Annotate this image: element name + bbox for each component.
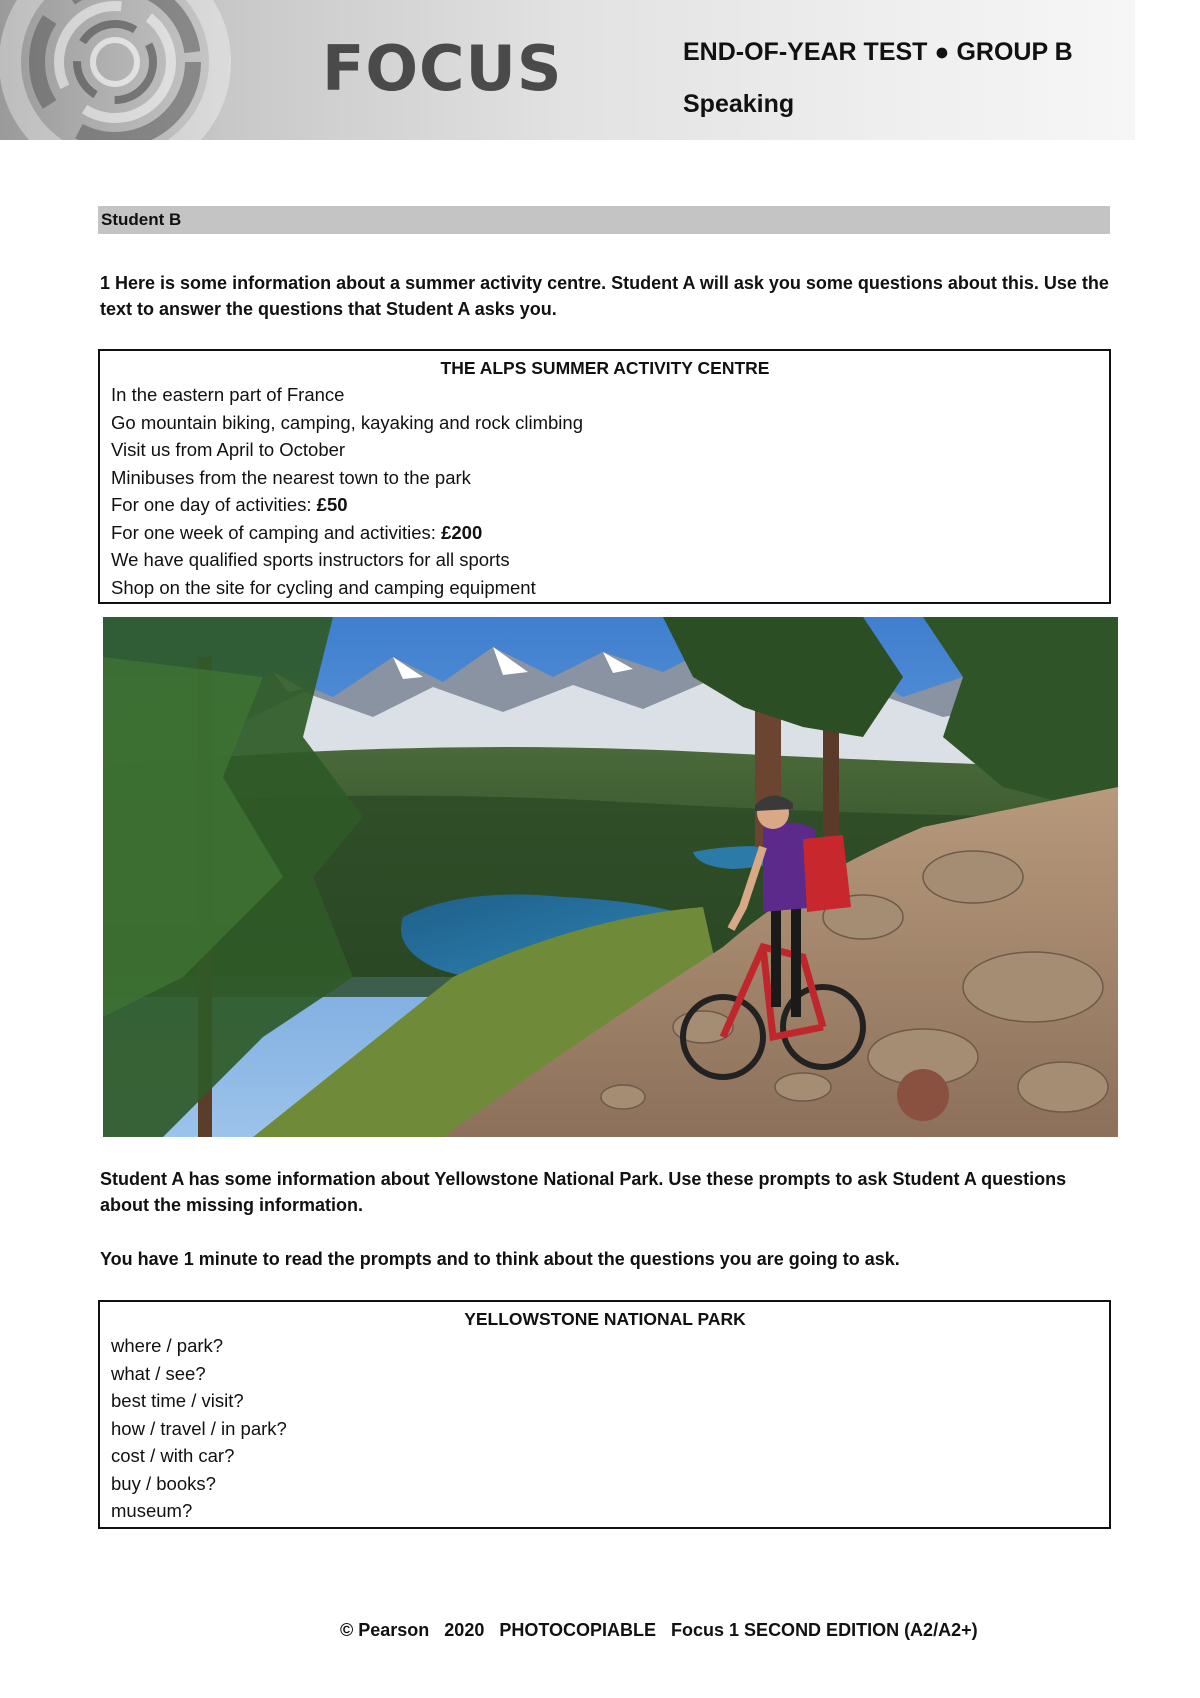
info-box-title: THE ALPS SUMMER ACTIVITY CENTRE: [440, 358, 770, 378]
task2-instruction: Student A has some information about Yellowstone National Park. Use these prompts to ask Student A questions about the missing information.: [100, 1169, 1067, 1215]
info-line-text: For one week of camping and activities:: [111, 521, 442, 543]
info-line: Visit us from April to October: [111, 439, 346, 460]
header-banner: [0, 0, 1135, 140]
info-line-price: £50: [316, 494, 348, 515]
focus-logo-rings-icon: [0, 0, 330, 140]
info-line: In the eastern part of France: [111, 384, 345, 405]
info-line-text: For one day of activities:: [111, 494, 317, 515]
page-header: [0, 0, 1200, 140]
section-title: Speaking: [683, 90, 795, 118]
brand-logo-text: FOCUS: [322, 32, 563, 105]
info-line: Shop on the site for cycling and camping equipment: [111, 576, 536, 598]
footer-copyright: © Pearson 2020 PHOTOCOPIABLE Focus 1 SECOND EDITION (A2/A2+): [340, 1620, 978, 1640]
prompt-line: buy / books?: [111, 1472, 216, 1494]
info-box-lines: [111, 381, 1099, 601]
info-line-price: £200: [441, 521, 483, 543]
prompt-line: where / park?: [111, 1335, 224, 1356]
info-line: Minibuses from the nearest town to the park: [111, 466, 471, 488]
info-line: Go mountain biking, camping, kayaking and rock climbing: [111, 411, 583, 433]
info-line: [111, 491, 1099, 519]
activity-centre-info-box: [98, 349, 1111, 604]
mountain-biker-photo: [103, 617, 1118, 1137]
info-line: [111, 519, 1099, 547]
prompt-line: how / travel / in park?: [111, 1417, 287, 1439]
prompts-lines: [111, 1332, 1099, 1525]
prompt-line: cost / with car?: [111, 1445, 235, 1466]
test-title: END-OF-YEAR TEST ● GROUP B: [683, 38, 1073, 66]
student-label-bar: Student B: [98, 206, 1110, 234]
task1-instruction: 1 Here is some information about a summer activity centre. Student A will ask you some questions about this. Use the text to answer the questions that Student A asks you.: [100, 273, 1109, 319]
prompt-line: what / see?: [111, 1362, 206, 1384]
prompts-box-title: YELLOWSTONE NATIONAL PARK: [464, 1309, 746, 1329]
mountain-lake-cyclist-illustration: [103, 617, 1118, 1137]
task2-time-note: You have 1 minute to read the prompts and to think about the questions you are going to ask.: [100, 1249, 900, 1269]
prompt-line: best time / visit?: [111, 1390, 244, 1411]
yellowstone-prompts-box: [98, 1300, 1111, 1529]
info-line: We have qualified sports instructors for all sports: [111, 549, 510, 570]
prompt-line: museum?: [111, 1500, 193, 1521]
